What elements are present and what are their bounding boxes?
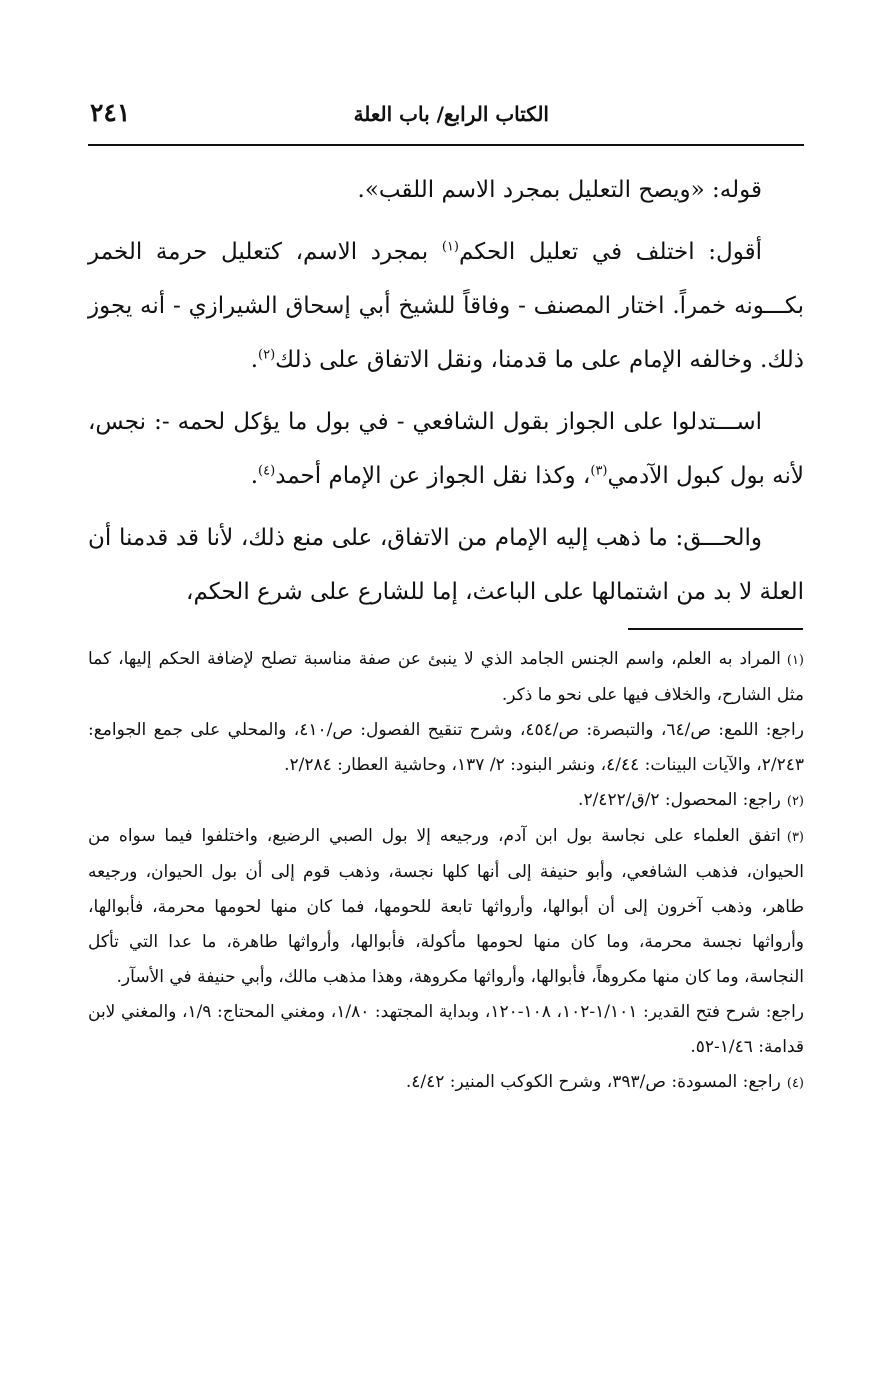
page-number: ٢٤١ <box>90 98 131 127</box>
footnote-separator <box>628 628 803 630</box>
footnote-text: راجع: المحصول: ٢/ق/٢/٤٢٢. <box>578 790 781 810</box>
footnote-number: (٢) <box>786 794 804 809</box>
footnote-4 <box>88 1065 804 1101</box>
paragraph-evidence <box>88 395 804 503</box>
text-segment: . <box>250 347 259 373</box>
footnote-3-references: راجع: شرح فتح القدير: ١/١٠١-١٠٢، ١٠٨-١٢٠، وبداية المجتهد: ١/٨٠، ومغني المحتاج: ١/٩، والمغني لابن قدامة: ١/٤٦-٥٢. <box>88 1002 805 1057</box>
text-segment: . <box>250 463 259 489</box>
paragraph-conclusion: والحـــق: ما ذهب إليه الإمام من الاتفاق، على منع ذلك، لأنا قد قدمنا أن العلة لا بد من اشتمالها على الباعث، إما للشارع على شرع الحكم، <box>88 525 804 605</box>
text-segment: أقول: اختلف في تعليل الحكم <box>458 239 762 265</box>
footnote-text: اتفق العلماء على نجاسة بول ابن آدم، ورجيعه إلا بول الصبي الرضيع، واختلفوا فيما سواه من الحيوان، فذهب الشافعي، وأبو حنيفة إلى أنها كلها نجسة، وذهب قوم إلى أن بول الحيوان، ورجيعه طاهر، وذهب آخرون إلى أن أبوالها، وأرواثها تابعة للحومها، فما كان منها لحومها محرمة، فأبوالها، وأرواثها نجسة محرمة، وما كان منها لحومها مأكولة، فأبوالها، وأرواثها طاهرة، ما عدا التي تأكل النجاسة، وما كان منها مكروهاً، فأبوالها، وأرواثها مكروهة، وهذا مذهب مالك، وأبي حنيفة في الأسآر. <box>88 826 804 987</box>
footnotes-section <box>88 642 804 1101</box>
footnote-1 <box>88 642 804 713</box>
footnote-3 <box>88 819 804 995</box>
text-segment: اســـتدلوا على الجواز بقول الشافعي - في بول ما يؤكل لحمه -: نجس، لأنه بول كبول الآدمي <box>88 409 804 489</box>
footnote-text: المراد به العلم، واسم الجنس الجامد الذي لا ينبئ عن صفة مناسبة تصلح لإضافة الحكم إليها، كما مثل الشارح، والخلاف فيها على نحو ما ذكر. <box>88 649 804 705</box>
footnote-ref-1[interactable]: (١) <box>441 239 459 255</box>
footnote-ref-2[interactable]: (٢) <box>258 347 276 363</box>
text-segment: بمجرد الاسم، كتعليل حرمة الخمر بكـــونه خمراً. اختار المصنف - وفاقاً للشيخ أبي إسحاق الشيرازي - أنه يجوز ذلك. وخالفه الإمام على ما قدمنا، ونقل الاتفاق على ذلك <box>88 239 804 373</box>
footnote-number: (٤) <box>786 1076 804 1091</box>
footnote-2 <box>88 783 804 819</box>
footnote-number: (١) <box>786 653 804 668</box>
running-title: الكتاب الرابع/ باب العلة <box>353 102 549 126</box>
footnote-text: راجع: المسودة: ص/٣٩٣، وشرح الكوكب المنير: ٤/٤٢. <box>405 1072 781 1092</box>
header-rule <box>88 144 804 146</box>
footnote-ref-3[interactable]: (٣) <box>590 463 608 479</box>
footnote-ref-4[interactable]: (٤) <box>258 463 276 479</box>
footnote-number: (٣) <box>786 830 804 845</box>
footnote-1-references: راجع: اللمع: ص/٦٤، والتبصرة: ص/٤٥٤، وشرح تنقيح الفصول: ص/٤١٠، والمحلي على جمع الجوامع: ٢/٢٤٣، والآيات البينات: ٤/٤٤، ونشر البنود: ٢/ ١٣٧، وحاشية العطار: ٢/٢٨٤. <box>88 720 804 775</box>
page-header <box>88 98 804 138</box>
paragraph-discussion <box>88 225 804 387</box>
paragraph-quote: قوله: «ويصح التعليل بمجرد الاسم اللقب». <box>357 177 762 203</box>
text-segment: ، وكذا نقل الجواز عن الإمام أحمد <box>275 463 591 489</box>
main-text <box>88 163 804 627</box>
